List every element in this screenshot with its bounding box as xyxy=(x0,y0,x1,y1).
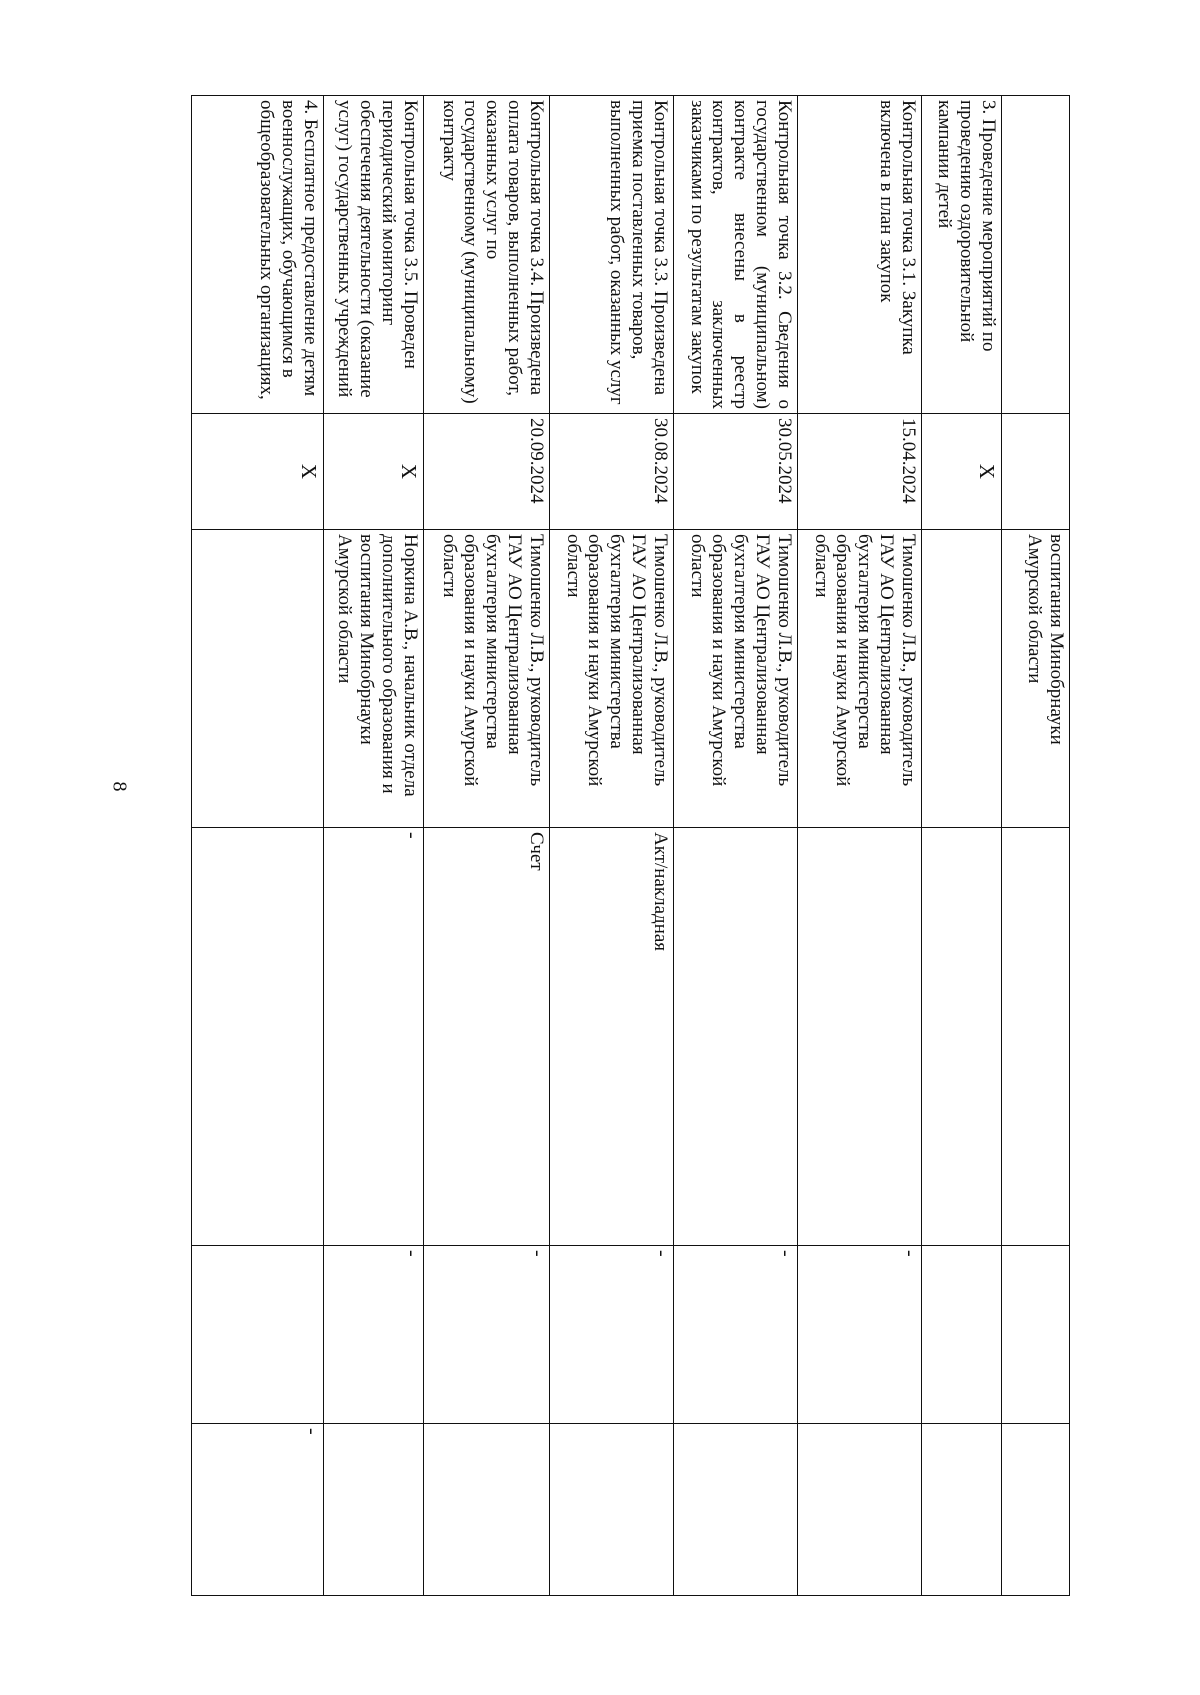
table-row xyxy=(674,96,798,1596)
cell-document xyxy=(192,828,324,1246)
dash-mark: - xyxy=(899,1250,921,1257)
cell-document xyxy=(798,828,922,1246)
cell-column-5 xyxy=(550,1246,674,1424)
cell-document: Акт/накладная xyxy=(550,828,674,1246)
cell-event: Контрольная точка 3.2. Сведения о государственном (муниципальном) контракте внесены в реестр контрактов, заключенных заказчиками по результатам закупок xyxy=(674,96,798,414)
table-row xyxy=(324,96,424,1596)
cell-event: Контрольная точка 3.4. Произведена оплата товаров, выполненных работ, оказанных услуг по государственному (муниципальному) контракту xyxy=(424,96,550,414)
cell-date: 30.08.2024 xyxy=(550,414,674,530)
cell-document xyxy=(922,828,1002,1246)
cell-column-6 xyxy=(798,1424,922,1596)
cell-event: 3. Проведение мероприятий по проведению оздоровительной кампании детей xyxy=(922,96,1002,414)
cell-column-5 xyxy=(424,1246,550,1424)
table-row xyxy=(424,96,550,1596)
cell-event xyxy=(1002,96,1070,414)
dash-mark: - xyxy=(401,832,423,839)
cell-column-6 xyxy=(424,1424,550,1596)
cell-date: 20.09.2024 xyxy=(424,414,550,530)
cell-column-6 xyxy=(674,1424,798,1596)
cell-column-6 xyxy=(550,1424,674,1596)
dash-mark: - xyxy=(527,1250,549,1257)
cell-document xyxy=(674,828,798,1246)
cell-column-5 xyxy=(192,1246,324,1424)
cell-column-5 xyxy=(674,1246,798,1424)
cell-document xyxy=(1002,828,1070,1246)
cell-column-6 xyxy=(922,1424,1002,1596)
dash-mark: - xyxy=(775,1250,797,1257)
plan-table xyxy=(191,95,1070,1596)
cell-column-6 xyxy=(192,1424,324,1596)
table-row xyxy=(798,96,922,1596)
cell-responsible xyxy=(922,530,1002,828)
table-row xyxy=(1002,96,1070,1596)
cell-responsible: воспитания Минобрнауки Амурской области xyxy=(1002,530,1070,828)
cell-date: 15.04.2024 xyxy=(798,414,922,530)
dash-mark: - xyxy=(401,1250,423,1257)
cell-column-6 xyxy=(1002,1424,1070,1596)
cell-date: Х xyxy=(922,414,1002,530)
cell-event: 4. Бесплатное предоставление детям военнослужащих, обучающимся в общеобразовательных организациях, xyxy=(192,96,324,414)
cell-document: Счет xyxy=(424,828,550,1246)
cell-responsible: Норкина А.В., начальник отдела дополнительного образования и воспитания Минобрнауки Амурской области xyxy=(324,530,424,828)
cell-column-5 xyxy=(798,1246,922,1424)
cell-event: Контрольная точка 3.1. Закупка включена в план закупок xyxy=(798,96,922,414)
cell-column-5 xyxy=(1002,1246,1070,1424)
cell-column-5 xyxy=(324,1246,424,1424)
table-row xyxy=(550,96,674,1596)
cell-date: Х xyxy=(192,414,324,530)
cell-document xyxy=(324,828,424,1246)
cell-column-5 xyxy=(922,1246,1002,1424)
cell-event: Контрольная точка 3.5. Проведен периодический мониторинг обеспечения деятельности (оказание услуг) государственных учреждений xyxy=(324,96,424,414)
cell-responsible: Тимошенко Л.В., руководитель ГАУ АО Централизованная бухгалтерия министерства образования и науки Амурской области xyxy=(674,530,798,828)
cell-column-6 xyxy=(324,1424,424,1596)
cell-responsible: Тимошенко Л.В., руководитель ГАУ АО Централизованная бухгалтерия министерства образования и науки Амурской области xyxy=(798,530,922,828)
dash-mark: - xyxy=(651,1250,673,1257)
cell-responsible: Тимошенко Л.В., руководитель ГАУ АО Централизованная бухгалтерия министерства образования и науки Амурской области xyxy=(424,530,550,828)
page-number: 8 xyxy=(108,781,131,792)
table-row xyxy=(192,96,324,1596)
cell-responsible xyxy=(192,530,324,828)
cell-date: Х xyxy=(324,414,424,530)
cell-date xyxy=(1002,414,1070,530)
cell-responsible: Тимошенко Л.В., руководитель ГАУ АО Централизованная бухгалтерия министерства образования и науки Амурской области xyxy=(550,530,674,828)
dash-mark: - xyxy=(301,1428,323,1435)
table-row xyxy=(922,96,1002,1596)
cell-date: 30.05.2024 xyxy=(674,414,798,530)
cell-event: Контрольная точка 3.3. Произведена приемка поставленных товаров, выполненных работ, оказанных услуг xyxy=(550,96,674,414)
rotated-table-wrapper xyxy=(192,95,1070,1595)
